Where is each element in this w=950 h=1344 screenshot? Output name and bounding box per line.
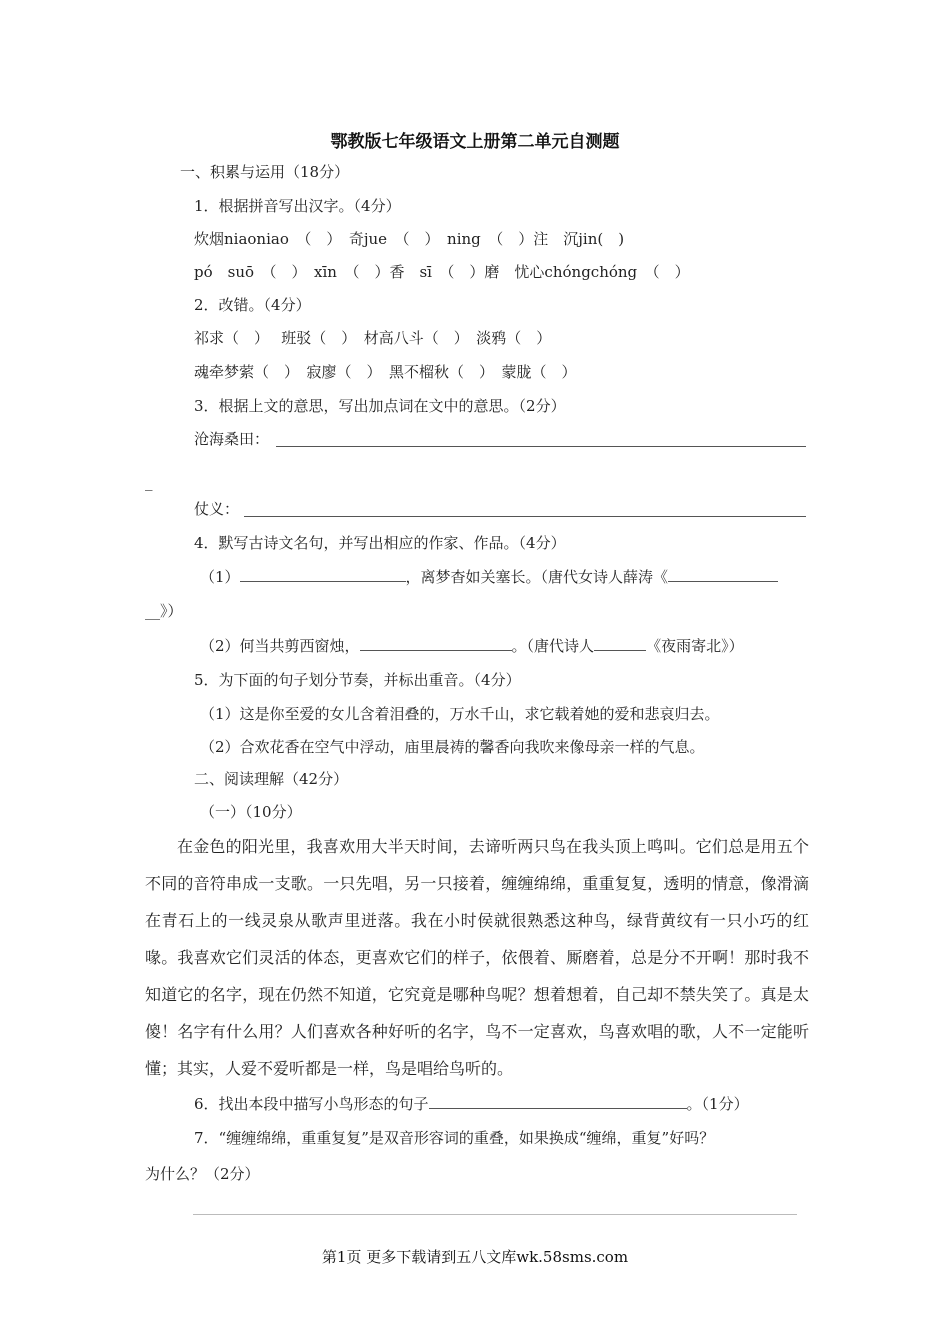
blank-fill <box>429 1094 687 1109</box>
footer-divider <box>193 1214 797 1215</box>
question-2-row-1: 祁求（ ） 班驳（ ） 材高八斗（ ） 淡鸦（ ） <box>194 329 552 347</box>
question-3: 3．根据上文的意思，写出加点词在文中的意思。（2分） <box>194 397 566 415</box>
answer-line <box>244 516 806 517</box>
question-4-item-2 <box>200 636 744 656</box>
question-1-row-1: 炊烟niaoniao （ ） 奇jue （ ） ning （ ）注 沉jin( ) <box>194 230 625 248</box>
question-7: 7．“缠缠绵绵，重重复复”是双音形容词的重叠，如果换成“缠绵，重复”好吗？ <box>194 1129 715 1147</box>
item-text: ，离梦杳如关塞长。（唐代女诗人薛涛《 <box>405 568 669 586</box>
blank-fill <box>240 567 406 582</box>
question-7-continued: 为什么？（2分） <box>145 1165 260 1183</box>
item-text: （2）何当共剪西窗烛， <box>200 637 360 655</box>
blank-fill <box>594 636 646 651</box>
document-title: 鄂教版七年级语文上册第二单元自测题 <box>330 132 620 152</box>
question-5-item-1: （1）这是你至爱的女儿含着泪叠的，万水千山，求它载着她的爱和悲哀归去。 <box>200 705 720 723</box>
question-5: 5．为下面的句子划分节奏，并标出重音。（4分） <box>194 671 521 689</box>
answer-line <box>276 446 806 447</box>
question-5-item-2: （2）合欢花香在空气中浮动，庙里晨祷的馨香向我吹来像母亲一样的气息。 <box>200 738 705 756</box>
question-text: 。（1分） <box>686 1095 749 1113</box>
question-2: 2．改错。（4分） <box>194 296 311 314</box>
item-text: 《夜雨寄北》） <box>646 637 744 655</box>
section-2-heading: 二、阅读理解（42分） <box>194 770 349 788</box>
question-4-item-1-end: __》） <box>145 602 183 620</box>
subsection-1-heading: （一）（10分） <box>200 803 302 821</box>
question-4: 4．默写古诗文名句，并写出相应的作家、作品。（4分） <box>194 534 566 552</box>
reading-passage: 在金色的阳光里，我喜欢用大半天时间，去谛听两只鸟在我头顶上鸣叫。它们总是用五个不同的音符串成一支歌。一只先唱，另一只接着，缠缠绵绵，重重复复，透明的情意，像滑滴在青石上的一线灵泉从歌声里迸落。我在小时侯就很熟悉这种鸟，绿背黄纹有一只小巧的红喙。我喜欢它们灵活的体态，更喜欢它们的样子，依偎着、厮磨着，总是分不开啊！那时我不知道它的名字，现在仍然不知道，它究竟是哪种鸟呢？想着想着，自己却不禁失笑了。真是太傻！名字有什么用？人们喜欢各种好听的名字，鸟不一定喜欢，鸟喜欢唱的歌，人不一定能听懂；其实，人爱不爱听都是一样，鸟是唱给鸟听的。 <box>145 837 809 1078</box>
blank-fill <box>360 636 512 651</box>
item-number: （1） <box>200 568 240 586</box>
question-2-row-2: 魂牵梦萦（ ） 寂廖（ ） 黑不榴秋（ ） 蒙胧（ ） <box>194 363 577 381</box>
question-3-term-b: 仗义： <box>194 500 240 518</box>
section-1-heading: 一、积累与运用（18分） <box>180 163 350 181</box>
blank-fill <box>668 567 778 582</box>
question-3-term-a: 沧海桑田： <box>194 430 270 448</box>
item-text: 。（唐代诗人 <box>511 637 595 655</box>
question-1: 1．根据拼音写出汉字。（4分） <box>194 197 401 215</box>
question-text: 6．找出本段中描写小鸟形态的句子 <box>194 1095 429 1113</box>
question-3-dash: _ <box>145 473 153 491</box>
page-footer: 第1页 更多下载请到五八文库wk.58sms.com <box>321 1248 629 1266</box>
question-4-item-1 <box>200 567 778 587</box>
question-6 <box>194 1094 749 1114</box>
question-1-row-2: pó suō （ ） xīn （ ）香 sī （ ）磨 忧心chóngchóng （ ） <box>194 263 690 281</box>
